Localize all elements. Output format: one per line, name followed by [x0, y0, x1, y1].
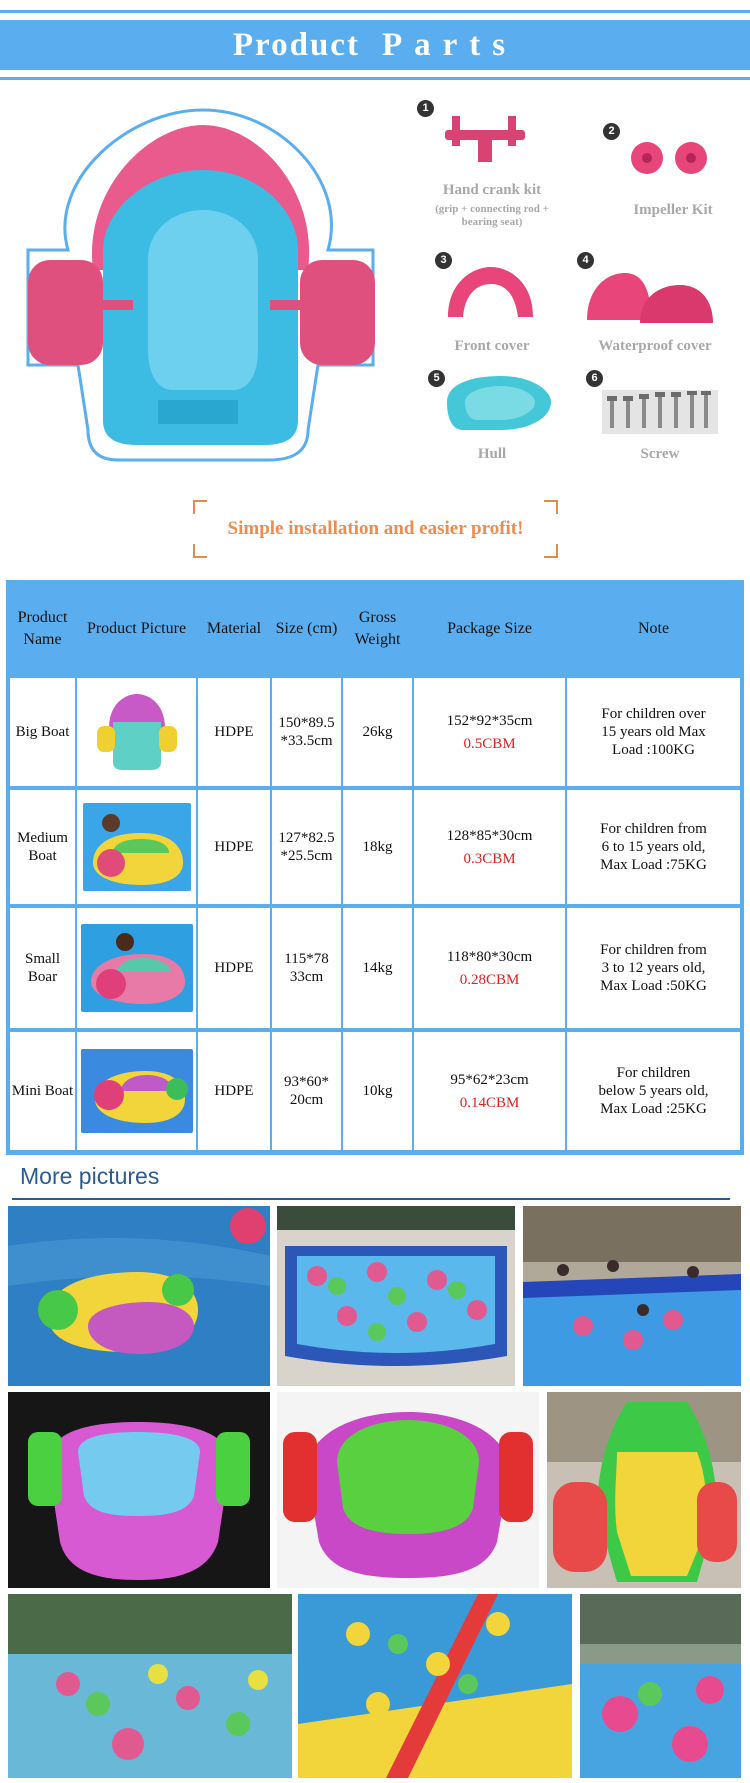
part-sub-hand-crank: (grip + connecting rod + bearing seat) — [435, 203, 549, 228]
slogan-text: Simple installation and easier profit! — [227, 518, 524, 539]
td-size: 115*78 33cm — [272, 908, 341, 1028]
td-material: HDPE — [198, 790, 270, 904]
td-product-name: Mini Boat — [10, 1032, 75, 1150]
gallery-photo — [8, 1594, 292, 1778]
big-boat-thumbnail — [87, 690, 187, 774]
gallery-photo — [8, 1206, 270, 1386]
td-gross-weight: 10kg — [343, 1032, 412, 1150]
td-package-size — [414, 908, 565, 1028]
package-dimensions: 152*92*35cm — [446, 712, 533, 729]
front-cover-image — [443, 262, 538, 324]
td-product-picture — [77, 678, 196, 786]
package-dimensions: 118*80*30cm — [446, 948, 533, 965]
td-note: For children from 6 to 15 years old, Max Load :75KG — [567, 790, 740, 904]
td-package-size — [414, 678, 565, 786]
gallery-photo — [8, 1392, 270, 1588]
package-dimensions: 128*85*30cm — [446, 827, 533, 844]
td-product-name: Medium Boat — [10, 790, 75, 904]
td-package-size — [414, 1032, 565, 1150]
td-gross-weight: 18kg — [343, 790, 412, 904]
td-gross-weight: 14kg — [343, 908, 412, 1028]
part-label-screw: Screw — [640, 446, 680, 462]
th-gross-weight: Gross Weight — [343, 584, 412, 674]
part-number: 6 — [586, 370, 603, 387]
header-top-line — [0, 10, 750, 13]
part-label-hull: Hull — [477, 446, 507, 462]
td-note: For children over 15 years old Max Load :100KG — [567, 678, 740, 786]
page-title — [0, 20, 750, 70]
th-package-size: Package Size — [414, 584, 565, 674]
td-material: HDPE — [198, 1032, 270, 1150]
th-note: Note — [567, 584, 740, 674]
page-title-word1: Product — [232, 27, 360, 63]
part-label-front-cover: Front cover — [454, 338, 530, 354]
th-product-name: Product Name — [10, 584, 75, 674]
td-product-name: Big Boat — [10, 678, 75, 786]
package-volume: 0.28CBM — [459, 971, 520, 988]
td-product-name: Small Boar — [10, 908, 75, 1028]
td-gross-weight: 26kg — [343, 678, 412, 786]
page-title-word2: Parts — [381, 27, 518, 63]
hand-crank-kit-image — [440, 108, 530, 168]
gallery-photo — [580, 1594, 741, 1778]
package-dimensions: 95*62*23cm — [450, 1071, 529, 1088]
gallery-photo — [277, 1206, 515, 1386]
part-number: 3 — [435, 252, 452, 269]
part-number: 5 — [428, 370, 445, 387]
part-number: 2 — [603, 123, 620, 140]
paddle-boat-image — [8, 100, 398, 470]
more-pictures-divider — [12, 1198, 730, 1200]
gallery-photo — [523, 1206, 741, 1386]
mini-boat-thumbnail — [81, 1049, 193, 1133]
part-label-impeller: Impeller Kit — [633, 202, 713, 218]
td-material: HDPE — [198, 908, 270, 1028]
th-size: Size (cm) — [272, 584, 341, 674]
td-product-picture — [77, 1032, 196, 1150]
td-package-size — [414, 790, 565, 904]
gallery-photo — [547, 1392, 741, 1588]
td-size: 127*82.5 *25.5cm — [272, 790, 341, 904]
part-label-waterproof-cover: Waterproof cover — [598, 338, 712, 354]
part-number: 1 — [417, 100, 434, 117]
gallery-photo — [298, 1594, 572, 1778]
screw-image — [602, 390, 718, 434]
impeller-kit-image — [625, 135, 715, 181]
td-product-picture — [77, 790, 196, 904]
hull-image — [443, 372, 555, 436]
package-volume: 0.14CBM — [459, 1094, 520, 1111]
td-product-picture — [77, 908, 196, 1028]
part-number: 4 — [577, 252, 594, 269]
gallery-photo — [277, 1392, 539, 1588]
td-size: 93*60* 20cm — [272, 1032, 341, 1150]
th-material: Material — [198, 584, 270, 674]
th-product-picture: Product Picture — [77, 584, 196, 674]
part-label-hand-crank: Hand crank kit — [442, 182, 542, 198]
package-volume: 0.3CBM — [463, 850, 516, 867]
more-pictures-heading: More pictures — [20, 1163, 160, 1189]
td-size: 150*89.5 *33.5cm — [272, 678, 341, 786]
td-material: HDPE — [198, 678, 270, 786]
waterproof-cover-image — [585, 265, 715, 327]
td-note: For children from 3 to 12 years old, Max Load :50KG — [567, 908, 740, 1028]
header-bottom-line — [0, 77, 750, 80]
small-boat-thumbnail — [81, 924, 193, 1012]
package-volume: 0.5CBM — [463, 735, 516, 752]
medium-boat-thumbnail — [83, 803, 191, 891]
td-note: For children below 5 years old, Max Load :25KG — [567, 1032, 740, 1150]
